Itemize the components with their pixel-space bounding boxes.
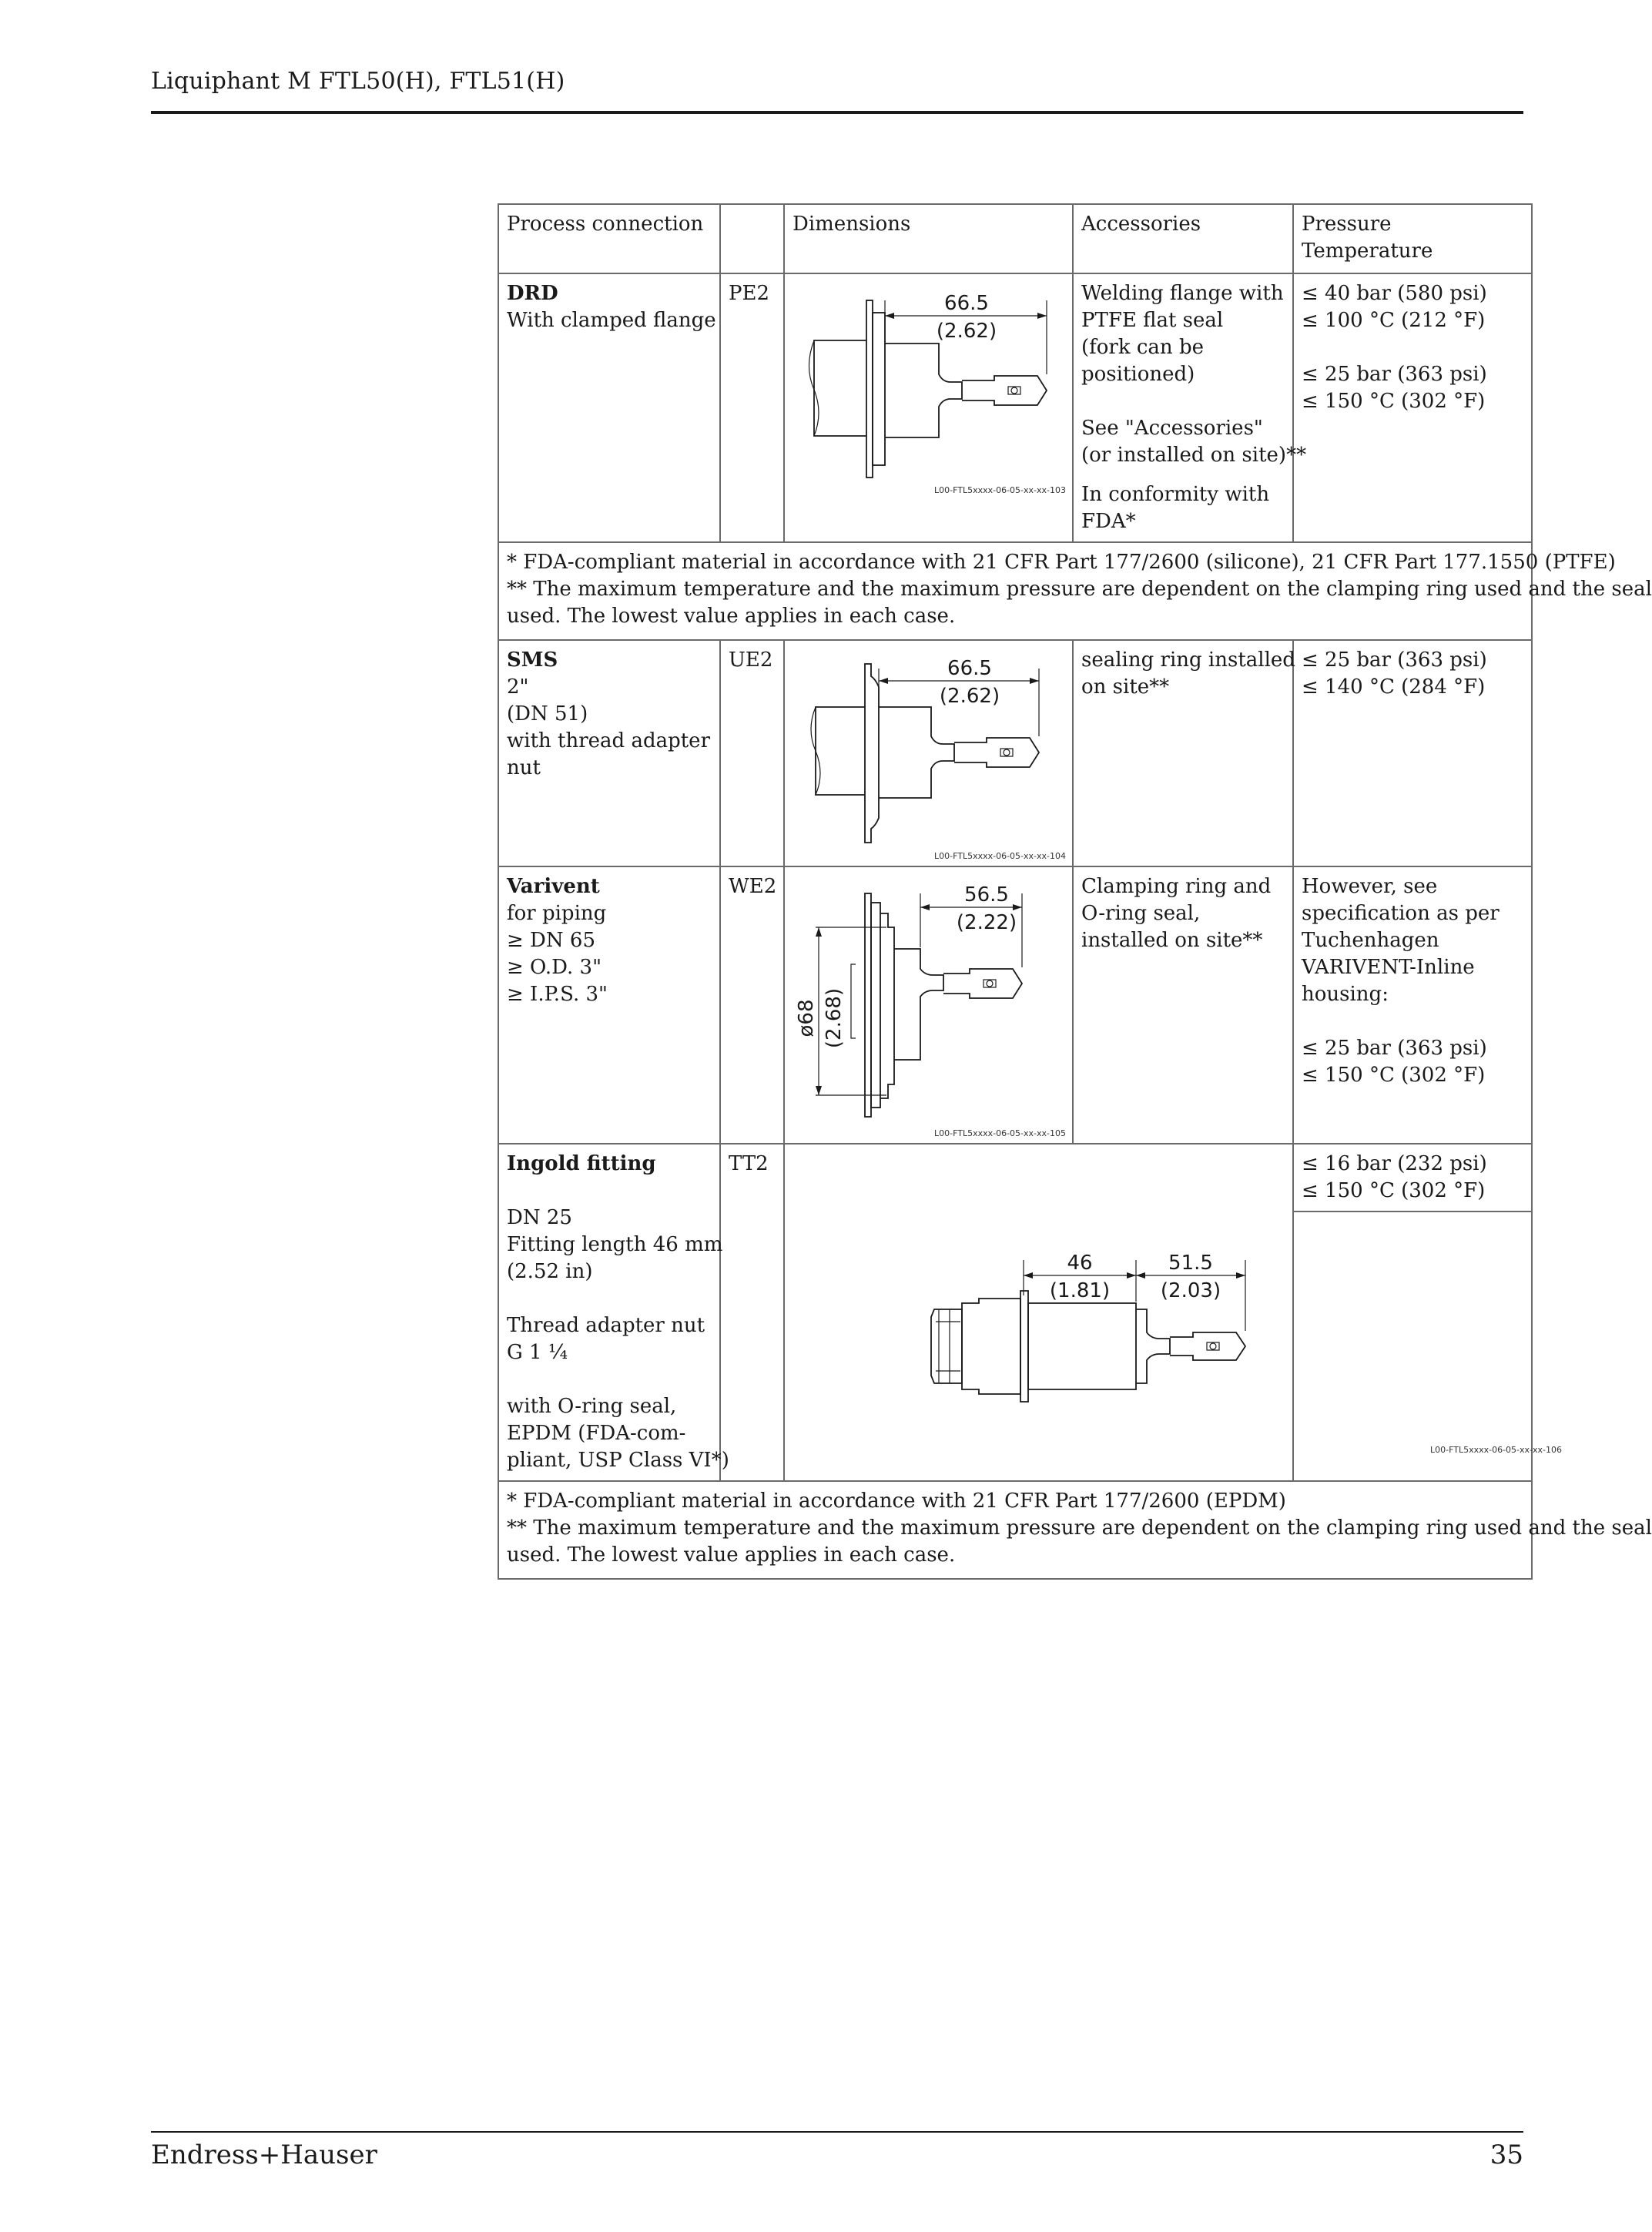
process-name: SMS <box>507 648 558 672</box>
drd-drawing <box>785 274 1072 541</box>
dimension-label: (2.68) <box>823 987 846 1049</box>
process-cell: SMS 2" (DN 51) with thread adapter nut <box>498 640 720 866</box>
table-row <box>498 1144 1532 1481</box>
process-name: Ingold fitting <box>507 1152 656 1175</box>
code-cell: WE2 <box>720 866 784 1144</box>
pressure-cell: ≤ 16 bar (232 psi) ≤ 150 °C (302 °F) <box>1293 1144 1532 1481</box>
footer-rule <box>151 2131 1523 2133</box>
footnote: * FDA-compliant material in accordance with 21 CFR Part 177/2600 (EPDM) ** The maximum temperature and the maximum pressure are dependent on the clamping ring used and the seal used. The lowest value applies in each case. <box>498 1481 1532 1579</box>
code-cell: UE2 <box>720 640 784 866</box>
process-name: DRD <box>507 282 558 305</box>
table-row <box>498 273 1532 542</box>
dimension-label: (2.62) <box>936 320 997 343</box>
process-cell: Varivent for piping ≥ DN 65 ≥ O.D. 3" ≥ I.P.S. 3" <box>498 866 720 1144</box>
process-cell: Ingold fitting DN 25 Fitting length 46 mm (2.52 in) Thread adapter nut G 1 ¼ with O-ring seal, EPDM (FDA-com- pliant, USP Class VI*) <box>498 1144 720 1481</box>
pressure-cell: ≤ 40 bar (580 psi) ≤ 100 °C (212 °F) ≤ 25 bar (363 psi) ≤ 150 °C (302 °F) <box>1293 273 1532 542</box>
dimension-drawing <box>784 866 1073 1144</box>
table-row <box>498 866 1532 1144</box>
dimension-label: 46 <box>1067 1252 1093 1275</box>
dimension-label: (2.03) <box>1160 1279 1221 1302</box>
header-code <box>720 204 784 273</box>
dimension-label: (1.81) <box>1049 1279 1111 1302</box>
dimension-label: 56.5 <box>964 883 1009 907</box>
figure-caption: L00-FTL5xxxx-06-05-xx-xx-103 <box>934 485 1066 495</box>
dimension-label: 66.5 <box>944 292 989 315</box>
process-connection-table <box>498 203 1652 1580</box>
page-header-title: Liquiphant M FTL50(H), FTL51(H) <box>151 68 565 95</box>
code-cell: PE2 <box>720 273 784 542</box>
footnote-row <box>498 1481 1532 1579</box>
dimension-label: (2.62) <box>939 685 1000 708</box>
table-header-row <box>498 204 1532 273</box>
accessories-cell: Welding flange with PTFE flat seal (fork can be positioned) See "Accessories" (or installed on site)** In conformity with FDA* <box>1073 273 1293 542</box>
page-number: 35 <box>1489 2140 1523 2170</box>
header-accessories: Accessories <box>1073 204 1293 273</box>
header-process: Process connection <box>498 204 720 273</box>
footer-brand: Endress+Hauser <box>151 2140 377 2170</box>
figure-caption: L00-FTL5xxxx-06-05-xx-xx-105 <box>934 1128 1066 1138</box>
footnote-row <box>498 542 1532 640</box>
pressure-cell: ≤ 25 bar (363 psi) ≤ 140 °C (284 °F) <box>1293 640 1532 866</box>
varivent-drawing <box>785 867 1072 1143</box>
process-name: Varivent <box>507 875 600 898</box>
dimension-label: (2.22) <box>956 911 1017 934</box>
process-cell: DRD With clamped flange <box>498 273 720 542</box>
header-dimensions: Dimensions <box>784 204 1073 273</box>
dimension-label: 51.5 <box>1168 1252 1213 1275</box>
header-rule <box>151 111 1523 114</box>
dimension-label: 66.5 <box>947 657 992 680</box>
footnote: * FDA-compliant material in accordance with 21 CFR Part 177/2600 (silicone), 21 CFR Part 177.1550 (PTFE) ** The maximum temperature and the maximum pressure are dependent on the clamping ring used and the seal used. The lowest value applies in each case. <box>498 542 1532 640</box>
dimension-label: ø68 <box>795 999 818 1037</box>
header-pressure: Pressure Temperature <box>1293 204 1532 273</box>
dimension-drawing <box>784 640 1073 866</box>
code-cell: TT2 <box>720 1144 784 1481</box>
dimension-drawing <box>784 273 1073 542</box>
accessories-cell: sealing ring installed on site** <box>1073 640 1293 866</box>
figure-caption: L00-FTL5xxxx-06-05-xx-xx-106 <box>1430 1445 1562 1455</box>
accessories-cell: Clamping ring and O-ring seal, installed on site** <box>1073 866 1293 1144</box>
pressure-cell: However, see specification as per Tuchenhagen VARIVENT-Inline housing: ≤ 25 bar (363 psi) ≤ 150 °C (302 °F) <box>1293 866 1532 1144</box>
table-row <box>498 640 1532 866</box>
figure-caption: L00-FTL5xxxx-06-05-xx-xx-104 <box>934 851 1066 861</box>
sms-drawing <box>785 641 1072 866</box>
